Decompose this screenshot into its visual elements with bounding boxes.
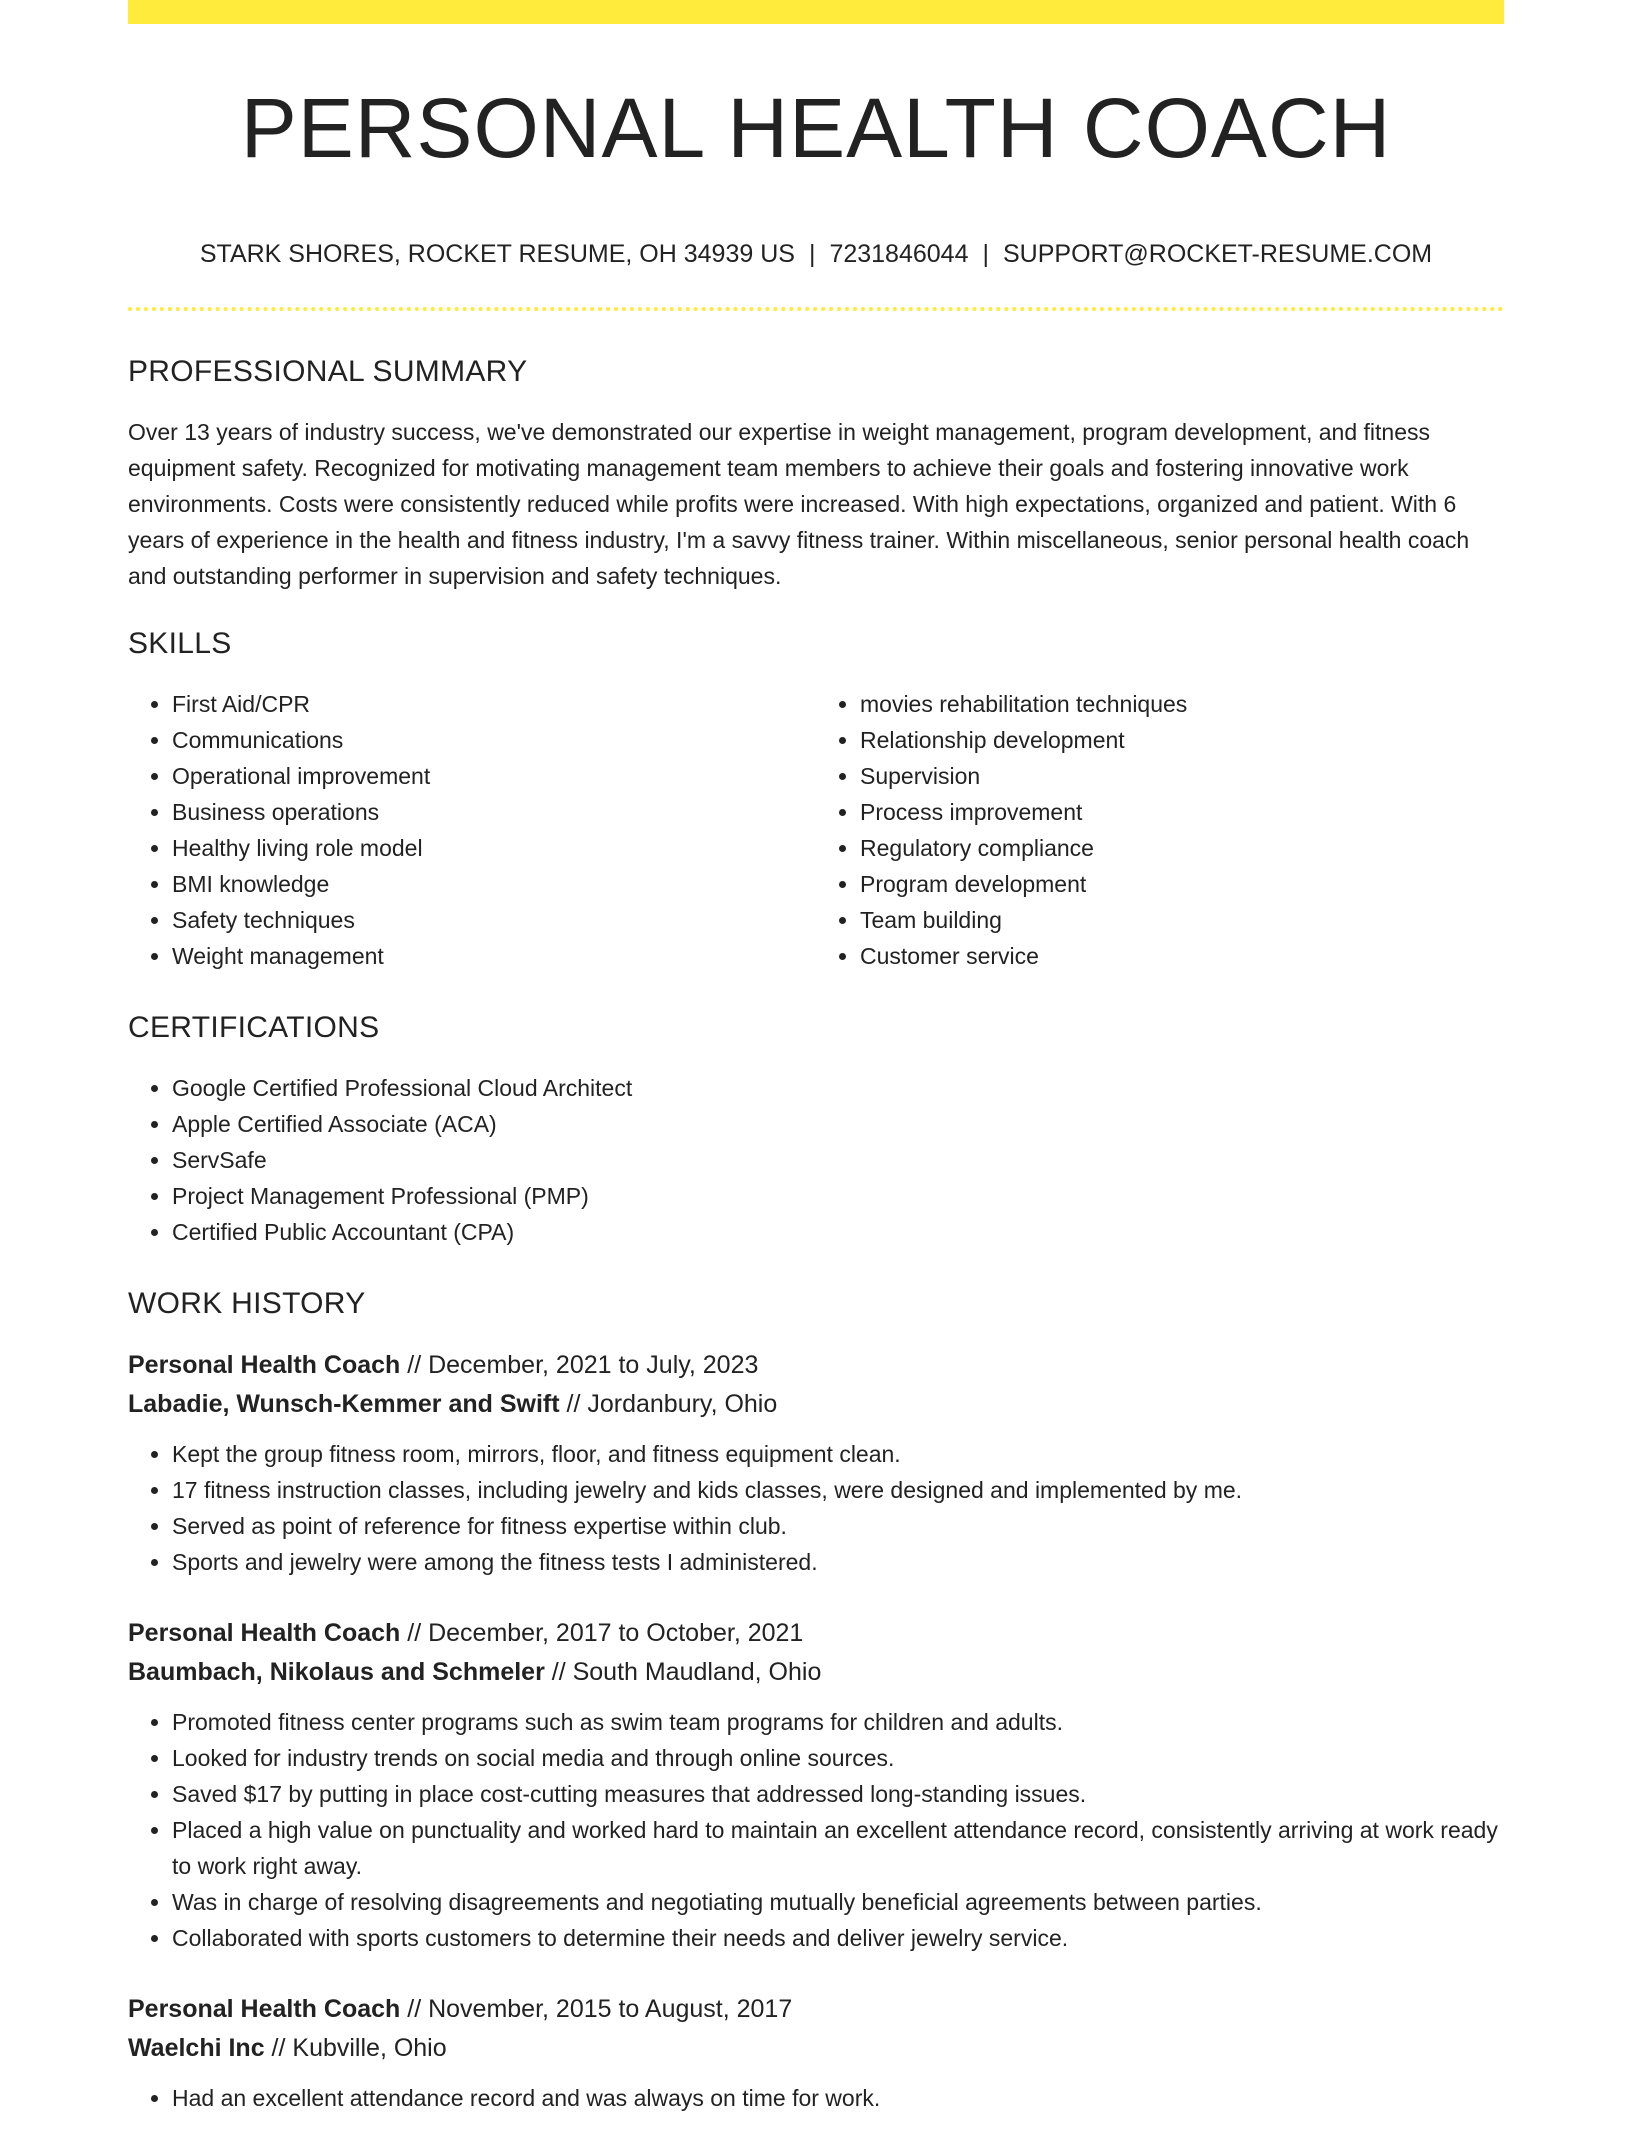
certifications-heading: CERTIFICATIONS	[128, 1011, 380, 1044]
job-bullet: • Promoted fitness center programs such as swim team programs for children and adults.	[172, 1704, 1504, 1740]
job-company: Waelchi Inc	[128, 2034, 265, 2062]
skill-item: • Program development	[860, 866, 1504, 902]
job-title-line	[128, 1614, 1504, 1653]
skill-item: • Team building	[860, 902, 1504, 938]
skill-item: • Safety techniques	[172, 902, 816, 938]
job-entry	[128, 1614, 1504, 1956]
skills-list-right	[816, 686, 1504, 974]
certification-item: • ServSafe	[172, 1142, 1504, 1178]
job-entry	[128, 1346, 1504, 1580]
contact-email: SUPPORT@ROCKET-RESUME.COM	[1002, 240, 1433, 268]
job-bullet: • 17 fitness instruction classes, including jewelry and kids classes, were designed and implemented by me.	[172, 1472, 1504, 1508]
skill-item: • Weight management	[172, 938, 816, 974]
skill-item: • Communications	[172, 722, 816, 758]
skills-heading: SKILLS	[128, 627, 232, 660]
job-location: // Jordanbury, Ohio	[559, 1390, 778, 1418]
job-dates: // December, 2017 to October, 2021	[400, 1619, 804, 1647]
resume-content	[128, 352, 1504, 2150]
skill-item: • Relationship development	[860, 722, 1504, 758]
work-history-section	[128, 1284, 1504, 2116]
job-location: // South Maudland, Ohio	[544, 1658, 822, 1686]
contact-phone: 7231846044	[829, 240, 969, 268]
dotted-divider	[128, 307, 1504, 311]
summary-section	[128, 352, 1504, 594]
job-dates: // November, 2015 to August, 2017	[400, 1995, 793, 2023]
contact-address: STARK SHORES, ROCKET RESUME, OH 34939 US	[199, 240, 795, 268]
job-dates: // December, 2021 to July, 2023	[400, 1351, 759, 1379]
certifications-list	[128, 1070, 1504, 1250]
job-bullet: • Served as point of reference for fitness expertise within club.	[172, 1508, 1504, 1544]
contact-separator: |	[808, 240, 816, 268]
job-location: // Kubville, Ohio	[264, 2034, 447, 2062]
skills-list-left	[128, 686, 816, 974]
job-title-line	[128, 1346, 1504, 1385]
job-title-line	[128, 1990, 1504, 2029]
skills-section	[128, 624, 1504, 974]
contact-line	[128, 236, 1504, 272]
certification-item: • Certified Public Accountant (CPA)	[172, 1214, 1504, 1250]
job-list	[128, 1346, 1504, 2116]
skill-item: • First Aid/CPR	[172, 686, 816, 722]
job-title: Personal Health Coach	[128, 1995, 401, 2023]
skill-item: • movies rehabilitation techniques	[860, 686, 1504, 722]
summary-heading: PROFESSIONAL SUMMARY	[128, 355, 528, 388]
job-bullets	[128, 2080, 1504, 2116]
resume-name: PERSONAL HEALTH COACH	[240, 81, 1392, 175]
contact-separator: |	[982, 240, 989, 268]
job-bullet: • Saved $17 by putting in place cost-cutting measures that addressed long-standing issues.	[172, 1776, 1504, 1812]
top-accent-bar	[128, 0, 1504, 24]
job-bullet: • Kept the group fitness room, mirrors, floor, and fitness equipment clean.	[172, 1436, 1504, 1472]
skill-item: • Customer service	[860, 938, 1504, 974]
job-bullets	[128, 1704, 1504, 1956]
skills-columns	[128, 686, 1504, 974]
certification-item: • Project Management Professional (PMP)	[172, 1178, 1504, 1214]
job-company-line	[128, 1653, 1504, 1692]
job-bullet: • Collaborated with sports customers to determine their needs and deliver jewelry service.	[172, 1920, 1504, 1956]
job-bullets	[128, 1436, 1504, 1580]
job-title: Personal Health Coach	[128, 1351, 401, 1379]
job-title: Personal Health Coach	[128, 1619, 401, 1647]
work-history-heading: WORK HISTORY	[128, 1287, 366, 1320]
job-company: Baumbach, Nikolaus and Schmeler	[128, 1658, 545, 1686]
skill-item: • BMI knowledge	[172, 866, 816, 902]
job-company-line	[128, 2029, 1504, 2068]
skill-item: • Business operations	[172, 794, 816, 830]
job-entry	[128, 1990, 1504, 2116]
skill-item: • Regulatory compliance	[860, 830, 1504, 866]
job-company-line	[128, 1385, 1504, 1424]
certification-item: • Apple Certified Associate (ACA)	[172, 1106, 1504, 1142]
summary-text: Over 13 years of industry success, we've demonstrated our expertise in weight management, program development, and fitness equipment safety. Recognized for motivating management team members to achieve their goals and fostering innovative work environments. Costs were consistently reduced while profits were increased. With high expectations, organized and patient. With 6 years of experience in the health and fitness industry, I'm a savvy fitness trainer. Within miscellaneous, senior personal health coach and outstanding performer in supervision and safety techniques.	[128, 419, 1470, 589]
certifications-section	[128, 1008, 1504, 1250]
job-company: Labadie, Wunsch-Kemmer and Swift	[128, 1390, 560, 1418]
job-bullet: • Had an excellent attendance record and was always on time for work.	[172, 2080, 1504, 2116]
job-bullet: • Was in charge of resolving disagreements and negotiating mutually beneficial agreements between parties.	[172, 1884, 1504, 1920]
job-bullet: • Looked for industry trends on social media and through online sources.	[172, 1740, 1504, 1776]
job-bullet: • Sports and jewelry were among the fitness tests I administered.	[172, 1544, 1504, 1580]
skill-item: • Operational improvement	[172, 758, 816, 794]
job-bullet: • Placed a high value on punctuality and worked hard to maintain an excellent attendance record, consistently arriving at work ready to work right away.	[172, 1812, 1504, 1884]
skill-item: • Process improvement	[860, 794, 1504, 830]
certification-item: • Google Certified Professional Cloud Architect	[172, 1070, 1504, 1106]
skill-item: • Healthy living role model	[172, 830, 816, 866]
skill-item: • Supervision	[860, 758, 1504, 794]
